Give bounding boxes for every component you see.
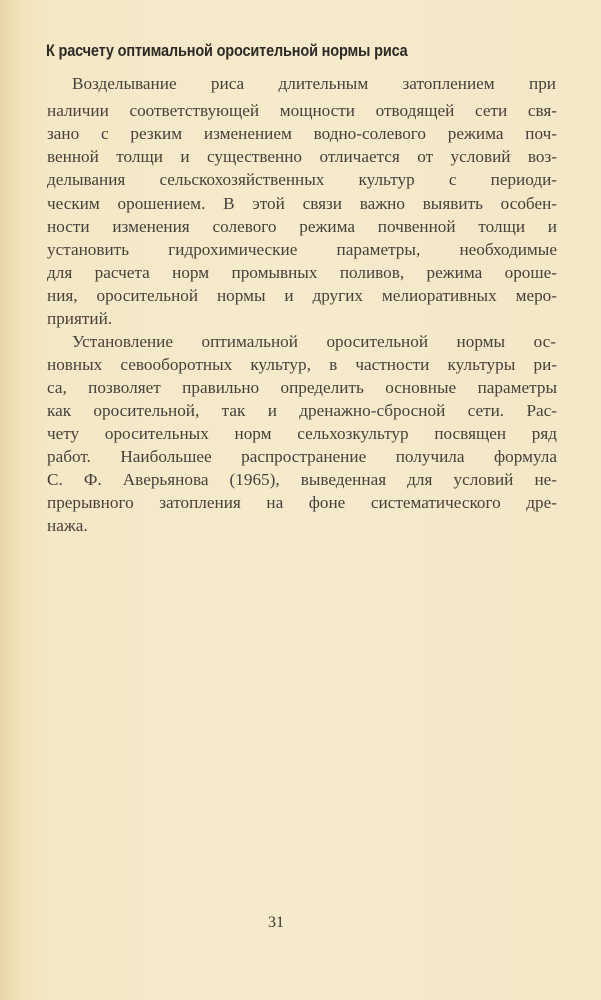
- text-line: Установление оптимальной оросительной нормы ос-: [72, 332, 556, 351]
- text-line: зано с резким изменением водно-солевого режима поч-: [47, 124, 557, 143]
- text-line: для расчета норм промывных поливов, режима ороше-: [47, 263, 557, 282]
- text-line: наличии соответствующей мощности отводящей сети свя-: [47, 101, 557, 120]
- text-line: венной толщи и существенно отличается от условий воз-: [47, 147, 557, 166]
- text-line: са, позволяет правильно определить основные параметры: [47, 378, 557, 397]
- text-line: новных севооборотных культур, в частности культуры ри-: [47, 355, 557, 374]
- text-line: приятий.: [47, 309, 113, 328]
- text-line: ности изменения солевого режима почвенной толщи и: [47, 217, 557, 236]
- text-line: делывания сельскохозяйственных культур с периоди-: [47, 170, 557, 189]
- text-line: ческим орошением. В этой связи важно выявить особен-: [47, 194, 557, 213]
- text-line: установить гидрохимические параметры, необходимые: [47, 240, 557, 259]
- text-line: чету оросительных норм сельхозкультур посвящен ряд: [47, 424, 557, 443]
- text-line: С. Ф. Аверьянова (1965), выведенная для условий не-: [47, 470, 557, 489]
- text-line: Возделывание риса длительным затоплением при: [72, 74, 556, 93]
- text-line: нажа.: [47, 516, 88, 535]
- text-line: прерывного затопления на фоне систематического дре-: [47, 493, 557, 512]
- section-title: К расчету оптимальной оросительной нормы риса: [46, 42, 408, 60]
- text-line: ния, оросительной нормы и других мелиоративных меро-: [47, 286, 557, 305]
- text-line: работ. Наибольшее распространение получила формула: [47, 447, 557, 466]
- text-line: как оросительной, так и дренажно-сбросной сети. Рас-: [47, 401, 557, 420]
- page-number: 31: [268, 914, 284, 931]
